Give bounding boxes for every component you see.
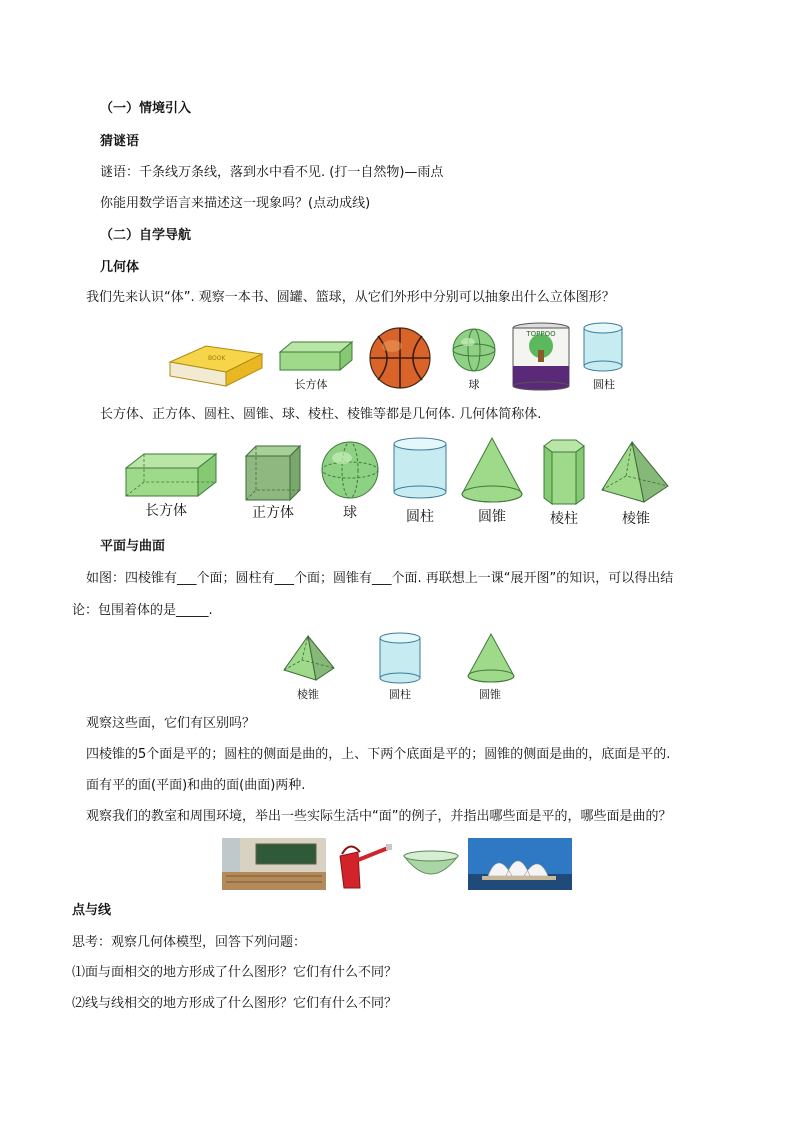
caption-cuboid: 长方体	[294, 378, 328, 391]
fill-in-line-2: 论：包围着体的是_____.	[72, 603, 213, 618]
opera-house-photo	[468, 838, 572, 890]
answer-faces: 四棱锥的5个面是平的；圆柱的侧面是曲的，上、下两个底面是平的；圆锥的侧面是曲的，底面是平的.	[86, 747, 671, 762]
classroom-photo	[222, 838, 326, 890]
section-heading-intro: （一）情境引入	[100, 101, 192, 116]
sphere-large-picture	[320, 440, 380, 500]
svg-text:TOPPOO: TOPPOO	[526, 330, 556, 338]
book-picture	[166, 340, 266, 390]
subheading-solids: 几何体	[100, 260, 140, 275]
watering-can-photo	[330, 838, 396, 890]
think-prompt: 思考：观察几何体模型，回答下列问题：	[72, 935, 307, 950]
caption-sphere-large: 球	[343, 505, 357, 521]
cuboid-large-picture	[124, 452, 218, 498]
svg-text:BOOK: BOOK	[208, 355, 226, 362]
caption-prism: 棱柱	[550, 511, 578, 527]
fill-in-line-1: 如图：四棱锥有___个面；圆柱有___个面；圆锥有___个面. 再联想上一课“展开图”的知识，可以得出结	[86, 571, 674, 586]
cylinder-small-picture-2	[378, 632, 422, 684]
caption-pyramid-large: 棱锥	[622, 511, 650, 527]
caption-pyramid-small: 棱锥	[297, 688, 319, 701]
cylinder-picture-small	[582, 322, 624, 372]
solids-summary: 长方体、正方体、圆柱、圆锥、球、棱柱、棱锥等都是几何体. 几何体简称体.	[100, 407, 542, 422]
caption-cube: 正方体	[252, 505, 294, 521]
cylinder-large-picture	[392, 436, 448, 500]
sphere-picture	[450, 328, 498, 374]
basketball-picture	[366, 326, 436, 390]
pyramid-large-picture	[600, 440, 670, 504]
prism-picture	[540, 438, 588, 508]
caption-sphere: 球	[468, 378, 480, 391]
subheading-riddle: 猜谜语	[100, 134, 140, 149]
bowl-photo	[400, 846, 462, 888]
solids-intro: 我们先来认识“体”. 观察一本书、圆罐、篮球，从它们外形中分别可以抽象出什么立体图形？	[86, 290, 615, 305]
caption-cuboid-large: 长方体	[145, 503, 187, 519]
section-heading-selfstudy: （二）自学导航	[100, 228, 192, 243]
riddle-text: 谜语：千条线万条线，落到水中看不见. (打一自然物)—雨点	[100, 165, 444, 180]
question-item-2: ⑵线与线相交的地方形成了什么图形？它们有什么不同？	[72, 996, 398, 1011]
caption-cylinder-small: 圆柱	[593, 378, 615, 391]
caption-cone-small: 圆锥	[479, 688, 501, 701]
cuboid-picture	[278, 340, 354, 372]
question-daily-life: 观察我们的教室和周围环境，举出一些实际生活中“面”的例子，并指出哪些面是平的，哪些面是曲的？	[86, 809, 672, 824]
subheading-points-lines: 点与线	[72, 903, 112, 918]
cone-large-picture	[460, 436, 524, 504]
caption-cylinder-large: 圆柱	[406, 509, 434, 525]
caption-cone-large: 圆锥	[478, 509, 506, 525]
riddle-question: 你能用数学语言来描述这一现象吗？(点动成线)	[100, 196, 371, 211]
subheading-planes-curved: 平面与曲面	[100, 539, 166, 554]
question-difference: 观察这些面，它们有区别吗？	[86, 716, 256, 731]
caption-cylinder-small-2: 圆柱	[389, 688, 411, 701]
cone-small-picture	[466, 632, 516, 684]
paint-can-picture	[510, 322, 572, 390]
cube-picture	[244, 444, 302, 502]
answer-two-kinds: 面有平的面(平面)和曲的面(曲面)两种.	[86, 778, 306, 793]
pyramid-small-picture	[282, 634, 336, 684]
question-item-1: ⑴面与面相交的地方形成了什么图形？它们有什么不同？	[72, 965, 398, 980]
